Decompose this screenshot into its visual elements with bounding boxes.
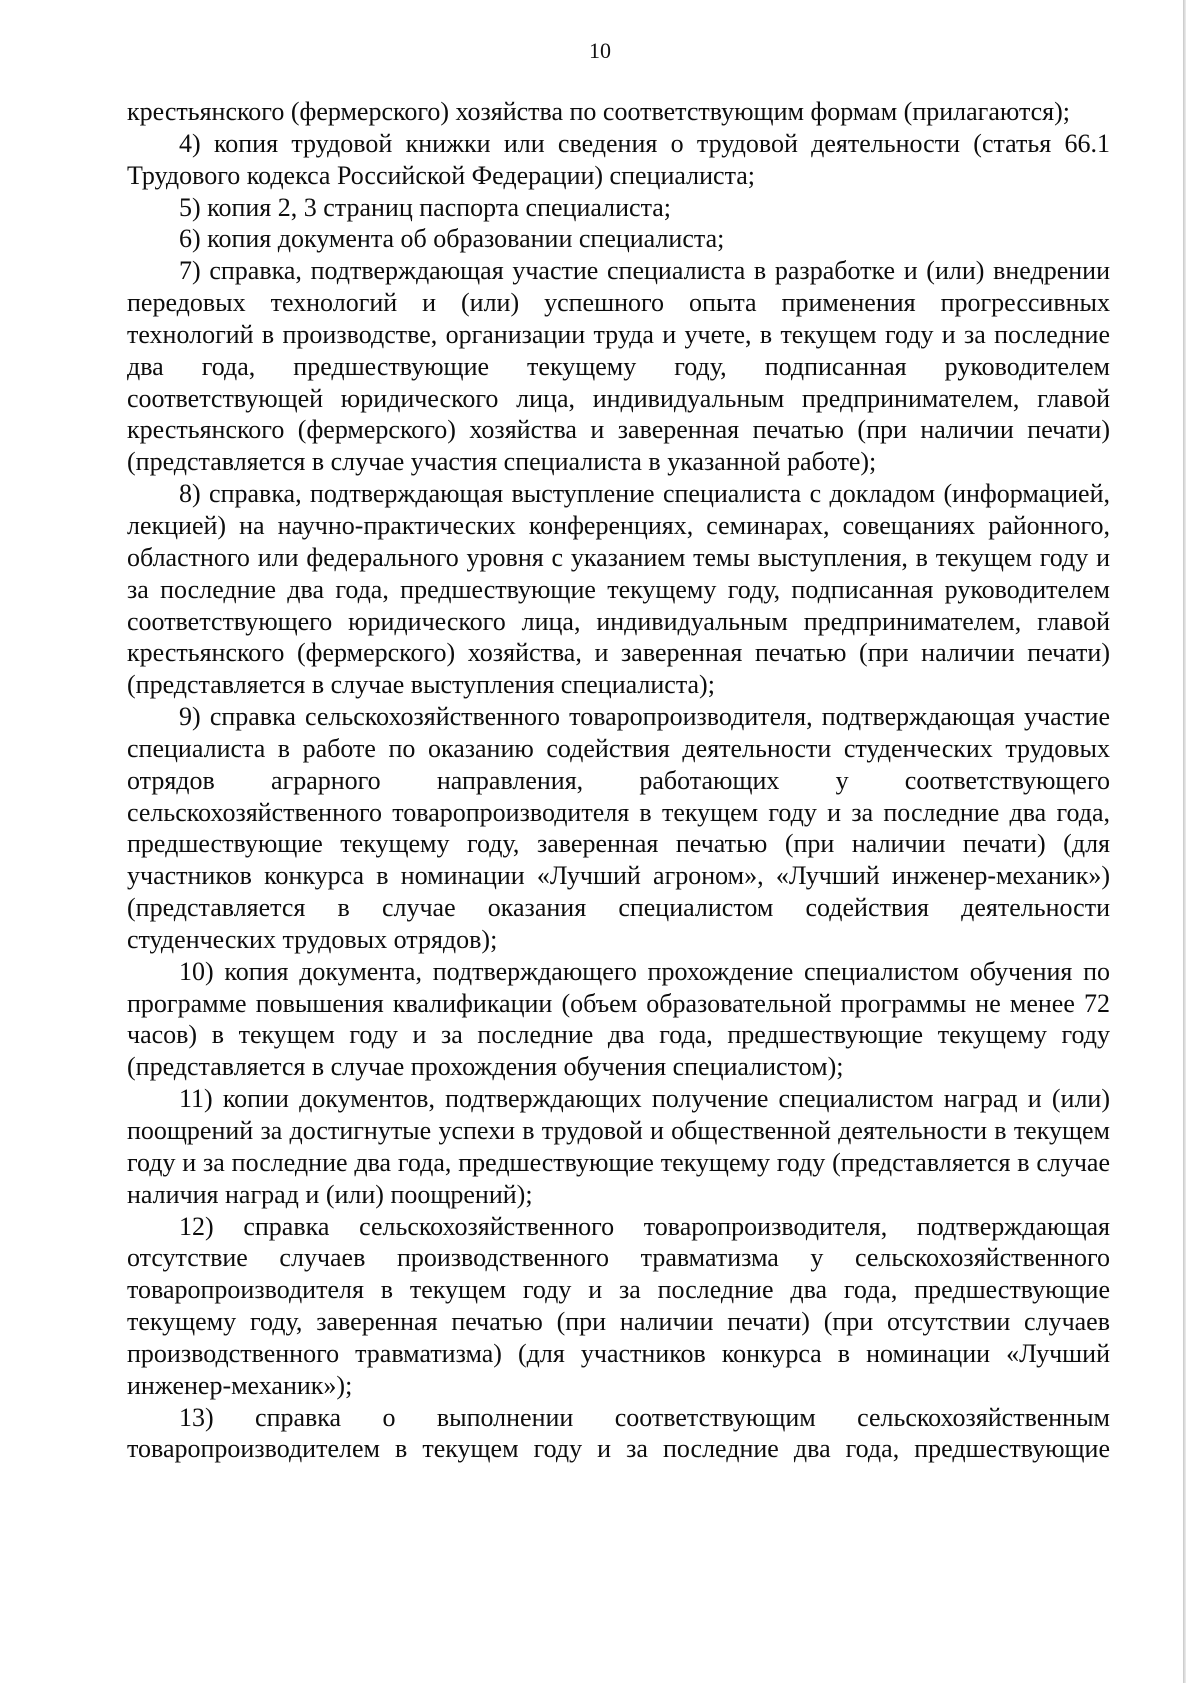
paragraph-continuation: крестьянского (фермерского) хозяйства по соответствующим формам (прилагаются);: [127, 97, 1071, 126]
list-item-6: 6) копия документа об образовании специалиста;: [179, 224, 725, 254]
page-number: 10: [589, 38, 611, 63]
document-body: [127, 96, 1110, 1465]
list-item-9: 9) справка сельскохозяйственного товаропроизводителя, подтверждающая участие специалиста в работе по оказанию содействия деятельности студенческих трудовых отрядов аграрного направления, работающих у соответствующего сельскохозяйственного товаропроизводителя в текущем году и за последние два года, предшествующие текущему году, заверенная печатью (при наличии печати) (для участников конкурса в номинации «Лучший агроном», «Лучший инженер-механик») (представляется в случае оказания специалистом содействия деятельности студенческих трудовых отрядов);: [127, 702, 1110, 954]
list-item-8: 8) справка, подтверждающая выступление специалиста с докладом (информацией, лекцией) на научно-практических конференциях, семинарах, совещаниях районного, областного или федерального уровня с указанием темы выступления, в текущем году и за последние два года, предшествующие текущему году, подписанная руководителем соответствующего юридического лица, индивидуальным предпринимателем, главой крестьянского (фермерского) хозяйства, и заверенная печатью (при наличии печати) (представляется в случае выступления специалиста);: [127, 479, 1110, 700]
list-item-12: 12) справка сельскохозяйственного товаропроизводителя, подтверждающая отсутствие случаев производственного травматизма у сельскохозяйственного товаропроизводителя в текущем году и за последние два года, предшествующие текущему году, заверенная печатью (при наличии печати) (при отсутствии случаев производственного травматизма) (для участников конкурса в номинации «Лучший инженер-механик»);: [127, 1211, 1110, 1400]
scan-edge-shadow: [1183, 0, 1186, 1683]
list-item-7: 7) справка, подтверждающая участие специалиста в разработке и (или) внедрении передовых технологий и (или) успешного опыта применения прогрессивных технологий в производстве, организации труда и учете, в текущем году и за последние два года, предшествующие текущему году, подписанная руководителем соответствующей юридического лица, индивидуальным предпринимателем, главой крестьянского (фермерского) хозяйства и заверенная печатью (при наличии печати) (представляется в случае участия специалиста в указанной работе);: [127, 256, 1110, 477]
list-item-4: 4) копия трудовой книжки или сведения о трудовой деятельности (статья 66.1 Трудового кодекса Российской Федерации) специалиста;: [127, 128, 1110, 190]
list-item-11: 11) копии документов, подтверждающих получение специалистом наград и (или) поощрений за достигнутые успехи в трудовой и общественной деятельности в текущем году и за последние два года, предшествующие текущему году (представляется в случае наличия наград и (или) поощрений);: [127, 1084, 1110, 1209]
list-item-10: 10) копия документа, подтверждающего прохождение специалистом обучения по программе повышения квалификации (объем образовательной программы не менее 72 часов) в текущем году и за последние два года, предшествующие текущему году (представляется в случае прохождения обучения специалистом);: [127, 956, 1110, 1082]
list-item-5: 5) копия 2, 3 страниц паспорта специалиста;: [179, 192, 672, 222]
list-item-13: 13) справка о выполнении соответствующим сельскохозяйственным товаропроизводителем в текущем году и за последние два года, предшествующие: [127, 1402, 1110, 1464]
